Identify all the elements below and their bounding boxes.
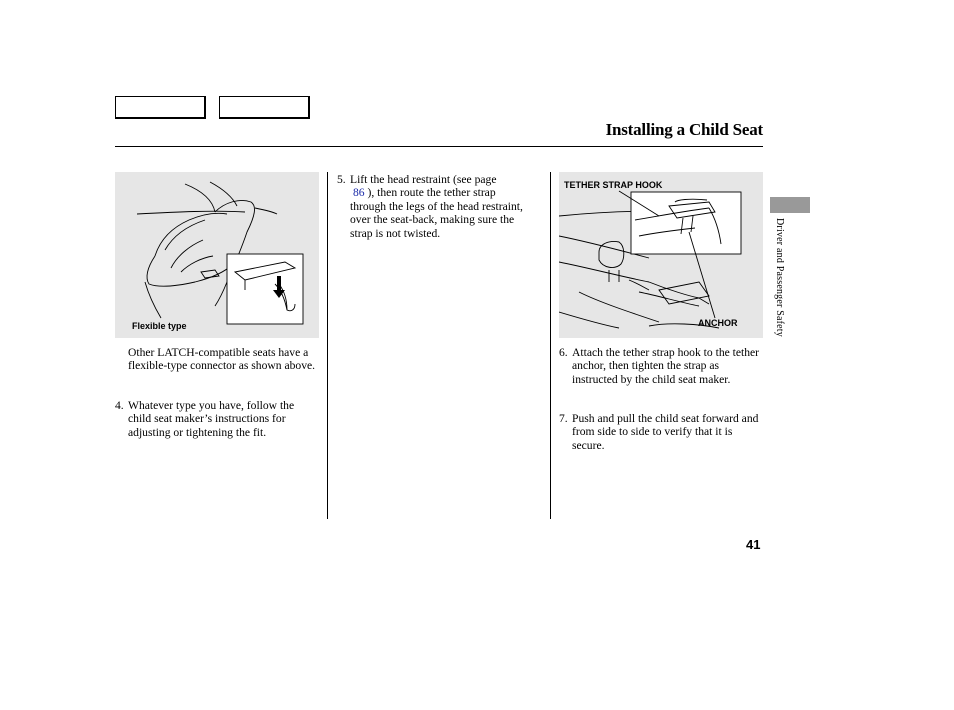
step-5-text-end: ), then route the tether strap through the legs of the head restraint, over the seat-back, making sure the strap is not twisted. [350, 186, 523, 240]
step-7 [559, 412, 765, 452]
step-4-number: 4. [115, 399, 124, 412]
header-rule [115, 146, 763, 147]
step-4 [115, 399, 320, 439]
tether-strap-hook-callout: TETHER STRAP HOOK [564, 180, 663, 190]
tether-anchor-figure [559, 172, 763, 338]
step-5 [337, 173, 529, 240]
step-7-text: Push and pull the child seat forward and from side to side to verify that it is secure. [572, 412, 759, 452]
tether-anchor-illustration [559, 172, 763, 338]
anchor-callout: ANCHOR [698, 318, 738, 328]
child-seat-figure [115, 172, 319, 338]
section-tab-marker[interactable] [770, 197, 810, 213]
page-number: 41 [746, 537, 761, 552]
flexible-type-callout: Flexible type [132, 321, 187, 331]
step-6-number: 6. [559, 346, 568, 359]
step-6-text: Attach the tether strap hook to the tether anchor, then tighten the strap as instructed by the child seat maker. [572, 346, 760, 386]
step-5-text-start: Lift the head restraint (see page [350, 173, 497, 186]
page-title: Installing a Child Seat [605, 120, 763, 139]
step-5-number: 5. [337, 173, 346, 186]
step-6 [559, 346, 765, 386]
latch-connector-text: Other LATCH-compatible seats have a flexible-type connector as shown above. [128, 346, 316, 373]
step-4-text: Whatever type you have, follow the child seat maker’s instructions for adjusting or tightening the fit. [128, 399, 295, 439]
column-divider-2 [550, 172, 551, 519]
section-tab-label: Driver and Passenger Safety [774, 218, 785, 337]
child-seat-illustration [115, 172, 319, 338]
step-7-number: 7. [559, 412, 568, 425]
nav-button-index[interactable] [219, 96, 310, 119]
page-86-link[interactable]: 86 [353, 186, 365, 200]
latch-connector-paragraph [128, 346, 318, 373]
column-divider-1 [327, 172, 328, 519]
nav-button-contents[interactable] [115, 96, 206, 119]
